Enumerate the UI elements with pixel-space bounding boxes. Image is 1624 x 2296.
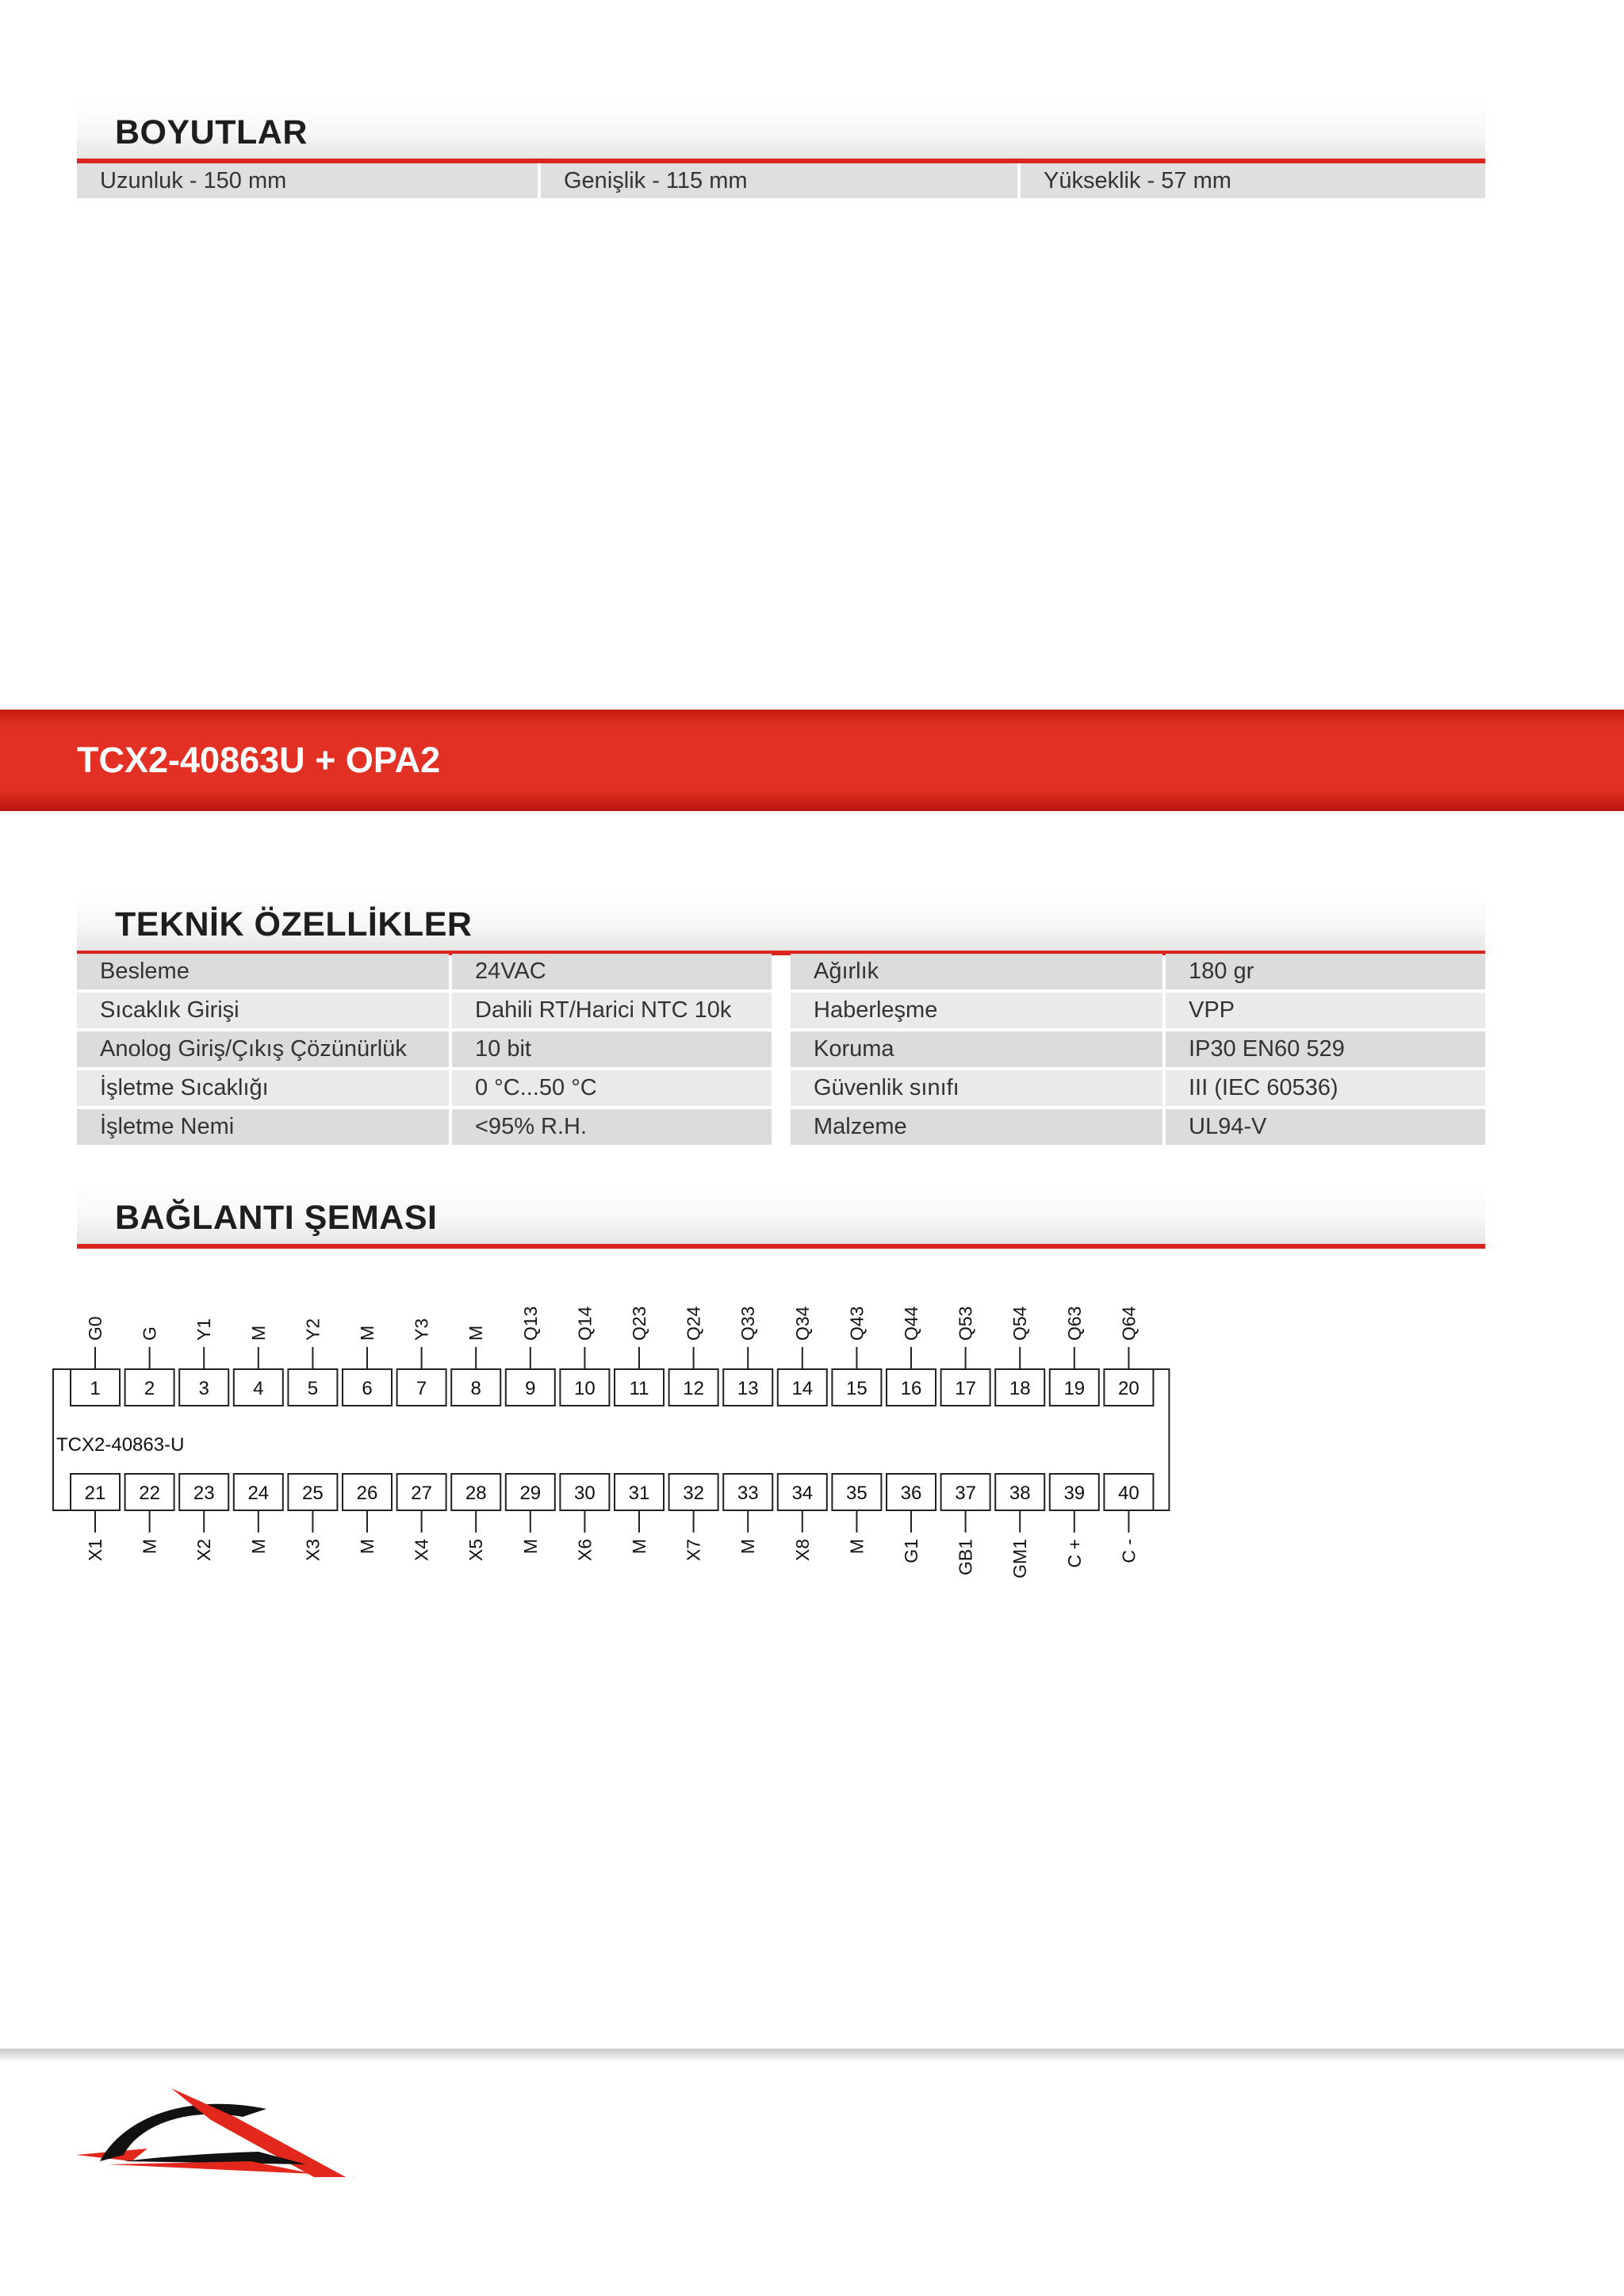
terminal-label: Q14 xyxy=(574,1306,596,1341)
spec-row xyxy=(77,1109,772,1148)
terminal-label: G0 xyxy=(85,1316,105,1341)
terminal-label: GM1 xyxy=(1009,1539,1031,1578)
spec-value: VPP xyxy=(1166,993,1485,1028)
spec-row xyxy=(791,993,1485,1031)
terminal-number: 38 xyxy=(1009,1483,1031,1504)
spec-key: Ağırlık xyxy=(791,954,1162,989)
frame-right xyxy=(1153,1369,1169,1510)
terminal-number: 33 xyxy=(737,1483,759,1504)
terminal-label: M xyxy=(247,1325,269,1341)
spec-row xyxy=(791,1070,1485,1109)
terminal-number: 20 xyxy=(1118,1378,1139,1399)
terminal-label: M xyxy=(139,1539,160,1555)
terminal-number: 26 xyxy=(356,1483,378,1504)
spec-key: İşletme Nemi xyxy=(77,1109,449,1145)
terminal-label: Q63 xyxy=(1063,1306,1085,1341)
terminal-number: 27 xyxy=(411,1483,432,1504)
terminal-number: 16 xyxy=(900,1378,922,1399)
teknik-header xyxy=(77,894,1485,955)
spec-key: Malzeme xyxy=(791,1109,1162,1145)
spec-row xyxy=(791,954,1485,993)
terminal-number: 25 xyxy=(302,1483,324,1504)
terminal-number: 24 xyxy=(247,1483,270,1504)
terminal-label: M xyxy=(519,1539,541,1555)
spec-value: III (IEC 60536) xyxy=(1166,1070,1485,1106)
terminal-label: X3 xyxy=(302,1539,324,1562)
terminal-label: Q64 xyxy=(1118,1306,1139,1341)
terminal-label: Q24 xyxy=(683,1306,704,1341)
terminal-label: G xyxy=(139,1326,160,1341)
terminal-label: GB1 xyxy=(955,1539,976,1576)
terminal-number: 21 xyxy=(84,1483,106,1504)
spec-value: 180 gr xyxy=(1166,954,1485,989)
terminal-label: M xyxy=(247,1539,269,1555)
boyutlar-header xyxy=(77,101,1485,163)
spec-row xyxy=(77,993,772,1031)
terminal-label: C + xyxy=(1063,1539,1085,1568)
spec-value: 24VAC xyxy=(452,954,772,989)
terminal-label: Y1 xyxy=(193,1318,215,1341)
terminal-number: 13 xyxy=(737,1378,759,1399)
terminal-number: 17 xyxy=(955,1378,976,1399)
terminal-number: 11 xyxy=(629,1378,649,1399)
spec-key: Güvenlik sınıfı xyxy=(791,1070,1162,1106)
terminal-number: 8 xyxy=(470,1378,481,1399)
spec-value: IP30 EN60 529 xyxy=(1166,1031,1485,1067)
spec-value: UL94-V xyxy=(1166,1109,1485,1145)
terminal-number: 5 xyxy=(307,1378,319,1399)
terminal-label: X5 xyxy=(465,1539,487,1562)
wiring-diagram xyxy=(0,1237,1237,1617)
terminal-label: M xyxy=(357,1325,377,1341)
spec-key: Haberleşme xyxy=(791,993,1162,1028)
terminal-number: 7 xyxy=(416,1378,427,1399)
terminal-number: 10 xyxy=(574,1378,596,1399)
spec-value: Dahili RT/Harici NTC 10k xyxy=(452,993,772,1028)
terminal-number: 3 xyxy=(198,1378,209,1399)
spec-row xyxy=(77,1070,772,1109)
spec-table-right xyxy=(791,954,1485,1148)
terminal-label: X8 xyxy=(791,1539,813,1562)
spec-row xyxy=(791,1031,1485,1070)
terminal-number: 19 xyxy=(1063,1378,1086,1399)
terminal-label: G1 xyxy=(901,1539,921,1563)
terminal-label: Q23 xyxy=(629,1306,649,1341)
terminal-number: 6 xyxy=(362,1378,373,1399)
dimensions-row xyxy=(77,163,1485,198)
terminal-label: Q54 xyxy=(1009,1306,1031,1341)
spec-value: 10 bit xyxy=(452,1031,772,1067)
spec-key: Koruma xyxy=(791,1031,1162,1067)
terminal-number: 39 xyxy=(1063,1483,1086,1504)
terminal-number: 4 xyxy=(253,1378,264,1399)
spec-row xyxy=(77,1031,772,1070)
terminal-label: X1 xyxy=(85,1539,105,1562)
terminal-number: 1 xyxy=(90,1378,101,1399)
spec-value: 0 °C...50 °C xyxy=(452,1070,772,1106)
spec-row xyxy=(77,954,772,993)
terminal-number: 29 xyxy=(519,1483,542,1504)
baglanti-title: BAĞLANTI ŞEMASI xyxy=(115,1199,438,1237)
device-label: TCX2-40863-U xyxy=(56,1434,185,1456)
terminal-label: Q33 xyxy=(737,1306,759,1341)
terminal-label: Q13 xyxy=(519,1306,541,1341)
terminal-label: X2 xyxy=(193,1539,215,1562)
terminal-label: X7 xyxy=(683,1539,704,1562)
company-logo xyxy=(76,2085,362,2180)
spec-key: Besleme xyxy=(77,954,449,989)
spec-row xyxy=(791,1109,1485,1148)
spec-value: <95% R.H. xyxy=(452,1109,772,1145)
terminal-number: 34 xyxy=(791,1483,814,1504)
terminal-number: 15 xyxy=(846,1378,868,1399)
terminal-number: 30 xyxy=(574,1483,596,1504)
product-banner xyxy=(0,710,1624,811)
terminal-label: Y3 xyxy=(411,1318,432,1341)
terminal-number: 31 xyxy=(628,1483,650,1504)
terminal-label: M xyxy=(737,1539,759,1555)
terminal-label: X6 xyxy=(574,1539,596,1562)
dimension-width: Genişlik - 115 mm xyxy=(541,163,1017,198)
spec-key: Sıcaklık Girişi xyxy=(77,993,449,1028)
terminal-number: 2 xyxy=(144,1378,155,1399)
terminal-number: 28 xyxy=(465,1483,487,1504)
terminal-number: 22 xyxy=(139,1483,160,1504)
footer-divider xyxy=(0,2049,1624,2060)
spec-key: Anolog Giriş/Çıkış Çözünürlük xyxy=(77,1031,449,1067)
terminal-number: 40 xyxy=(1118,1483,1139,1504)
terminal-number: 12 xyxy=(683,1378,704,1399)
terminal-label: X4 xyxy=(411,1539,432,1562)
spec-table-left xyxy=(77,954,772,1148)
terminal-number: 18 xyxy=(1009,1378,1031,1399)
dimension-length: Uzunluk - 150 mm xyxy=(77,163,538,198)
terminal-number: 37 xyxy=(955,1483,976,1504)
product-title: TCX2-40863U + OPA2 xyxy=(77,740,441,780)
boyutlar-title: BOYUTLAR xyxy=(115,113,308,151)
terminal-number: 14 xyxy=(791,1378,814,1399)
terminal-number: 36 xyxy=(900,1483,922,1504)
terminal-label: M xyxy=(846,1539,868,1555)
terminal-label: Q53 xyxy=(955,1306,976,1341)
terminal-number: 9 xyxy=(525,1378,536,1399)
spec-key: İşletme Sıcaklığı xyxy=(77,1070,449,1106)
terminal-label: Q44 xyxy=(901,1306,921,1341)
terminal-number: 35 xyxy=(846,1483,868,1504)
terminal-label: Y2 xyxy=(302,1318,324,1341)
terminal-label: M xyxy=(629,1539,649,1555)
terminal-label: Q43 xyxy=(846,1306,868,1341)
terminal-label: C - xyxy=(1118,1539,1139,1563)
terminal-number: 32 xyxy=(683,1483,704,1504)
terminal-label: M xyxy=(465,1325,487,1341)
teknik-title: TEKNİK ÖZELLİKLER xyxy=(115,905,473,943)
terminal-label: Q34 xyxy=(791,1306,813,1341)
terminal-number: 23 xyxy=(193,1483,215,1504)
dimension-height: Yükseklik - 57 mm xyxy=(1021,163,1485,198)
terminal-label: M xyxy=(357,1539,377,1555)
